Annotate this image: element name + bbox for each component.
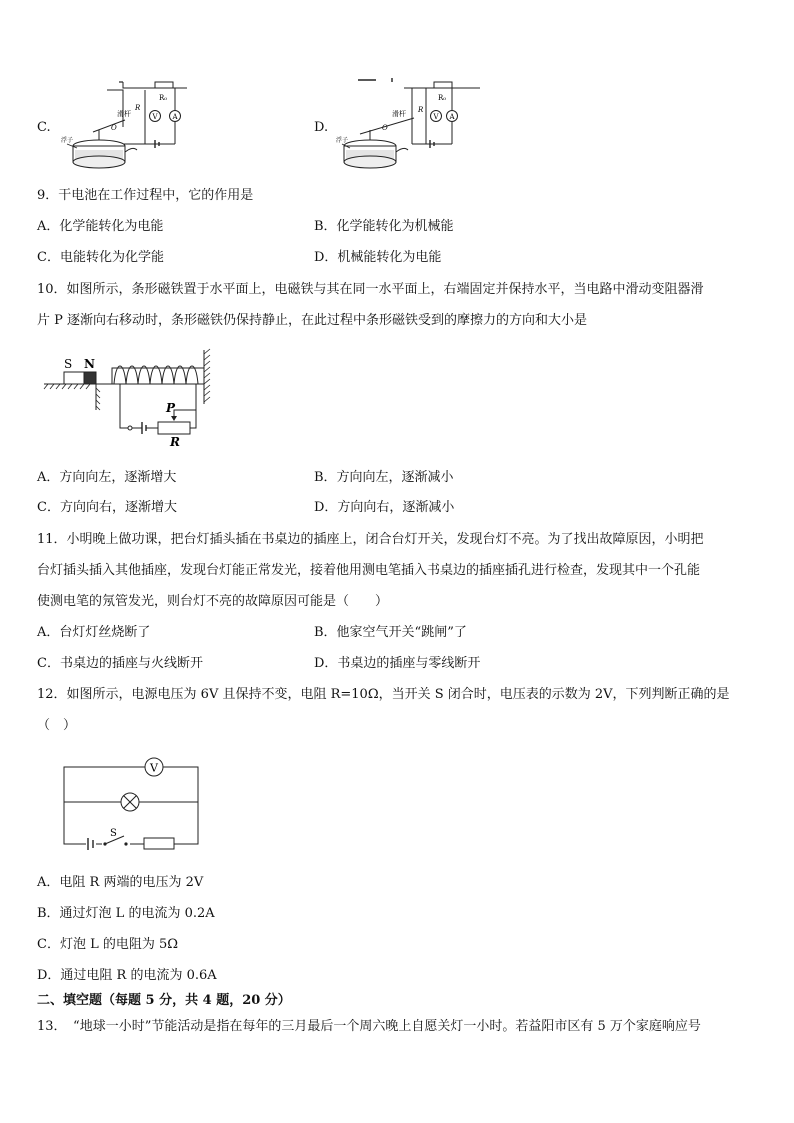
svg-text:浮子: 浮子 bbox=[61, 137, 74, 144]
question-10-stem-line-2: 片 P 逐渐向右移动时，条形磁铁仍保持静止，在此过程中条形磁铁受到的摩擦力的方向和大小是 bbox=[37, 313, 588, 328]
question-10-option-d: D．方向向右，逐渐减小 bbox=[314, 500, 455, 515]
svg-text:A: A bbox=[449, 113, 455, 121]
figure-option-d bbox=[330, 72, 480, 172]
question-11-option-c: C．书桌边的插座与火线断开 bbox=[37, 656, 203, 671]
svg-text:滑杆: 滑杆 bbox=[392, 110, 406, 118]
question-13-stem-line-1: 13． “地球一小时”节能活动是指在每年的三月最后一个周六晚上自愿关灯一小时。若益阳市区有 5 万个家庭响应号 bbox=[37, 1019, 701, 1034]
question-12-option-b: B．通过灯泡 L 的电流为 0.2A bbox=[37, 906, 215, 921]
question-10-option-a: A．方向向左，逐渐增大 bbox=[37, 470, 177, 485]
question-10-option-b: B．方向向左，逐渐减小 bbox=[314, 470, 454, 485]
figure-question-10 bbox=[40, 348, 220, 448]
question-10-option-c: C．方向向右，逐渐增大 bbox=[37, 500, 177, 515]
svg-text:R₀: R₀ bbox=[159, 94, 168, 102]
question-11-stem-line-2: 台灯插头插入其他插座，发现台灯能正常发光，接着他用测电笔插入书桌边的插座插孔进行检查，发现其中一个孔能 bbox=[37, 563, 701, 578]
svg-text:V: V bbox=[152, 113, 158, 121]
question-9-option-b: B．化学能转化为机械能 bbox=[314, 219, 454, 234]
float-gauge-circuit-d bbox=[330, 72, 480, 172]
lamp-voltmeter-circuit bbox=[58, 752, 208, 852]
question-9-stem: 9．干电池在工作过程中，它的作用是 bbox=[37, 188, 254, 203]
question-12-stem-line-1: 12．如图所示，电源电压为 6V 且保持不变，电阻 R=10Ω，当开关 S 闭合时，电压表的示数为 2V，下列判断正确的是 bbox=[37, 687, 730, 702]
svg-text:R: R bbox=[170, 435, 180, 448]
svg-text:V: V bbox=[150, 761, 158, 775]
svg-text:O: O bbox=[382, 124, 388, 132]
figure-question-12 bbox=[58, 752, 208, 852]
svg-text:N: N bbox=[84, 357, 95, 371]
svg-text:R₀: R₀ bbox=[438, 94, 447, 102]
question-12-stem-line-2: （ ） bbox=[37, 718, 77, 733]
section-2-heading: 二、填空题（每题 5 分，共 4 题，20 分） bbox=[37, 993, 291, 1008]
svg-text:浮子: 浮子 bbox=[336, 137, 349, 144]
float-gauge-circuit-c bbox=[37, 72, 187, 172]
question-10-stem-line-1: 10．如图所示，条形磁铁置于水平面上，电磁铁与其在同一水平面上，右端固定并保持水平，当电路中滑动变阻器滑 bbox=[37, 282, 704, 297]
option-c-label: C. bbox=[37, 120, 51, 135]
question-11-option-d: D．书桌边的插座与零线断开 bbox=[314, 656, 481, 671]
option-d-label: D. bbox=[314, 120, 329, 135]
svg-text:P: P bbox=[166, 401, 176, 415]
svg-text:S: S bbox=[64, 357, 73, 371]
question-9-option-d: D．机械能转化为电能 bbox=[314, 250, 442, 265]
svg-text:R: R bbox=[135, 104, 141, 112]
svg-text:R: R bbox=[418, 106, 424, 114]
question-9-option-a: A．化学能转化为电能 bbox=[37, 219, 164, 234]
question-11-stem-line-1: 11．小明晚上做功课，把台灯插头插在书桌边的插座上，闭合台灯开关，发现台灯不亮。为了找出故障原因，小明把 bbox=[37, 532, 704, 547]
question-12-option-a: A．电阻 R 两端的电压为 2V bbox=[37, 875, 204, 890]
svg-text:S: S bbox=[110, 828, 117, 839]
question-11-stem-line-3: 使测电笔的氖管发光，则台灯不亮的故障原因可能是（ ） bbox=[37, 594, 389, 609]
svg-text:V: V bbox=[433, 113, 439, 121]
question-9-option-c: C．电能转化为化学能 bbox=[37, 250, 164, 265]
question-12-option-c: C．灯泡 L 的电阻为 5Ω bbox=[37, 937, 179, 952]
magnet-electromagnet-circuit bbox=[40, 348, 220, 448]
question-12-option-d: D．通过电阻 R 的电流为 0.6A bbox=[37, 968, 217, 983]
question-11-option-b: B．他家空气开关“跳闸”了 bbox=[314, 625, 467, 640]
svg-text:O: O bbox=[111, 124, 117, 132]
svg-text:滑杆: 滑杆 bbox=[117, 110, 131, 118]
svg-text:A: A bbox=[172, 113, 178, 121]
question-11-option-a: A．台灯灯丝烧断了 bbox=[37, 625, 151, 640]
figure-option-c bbox=[37, 72, 187, 172]
